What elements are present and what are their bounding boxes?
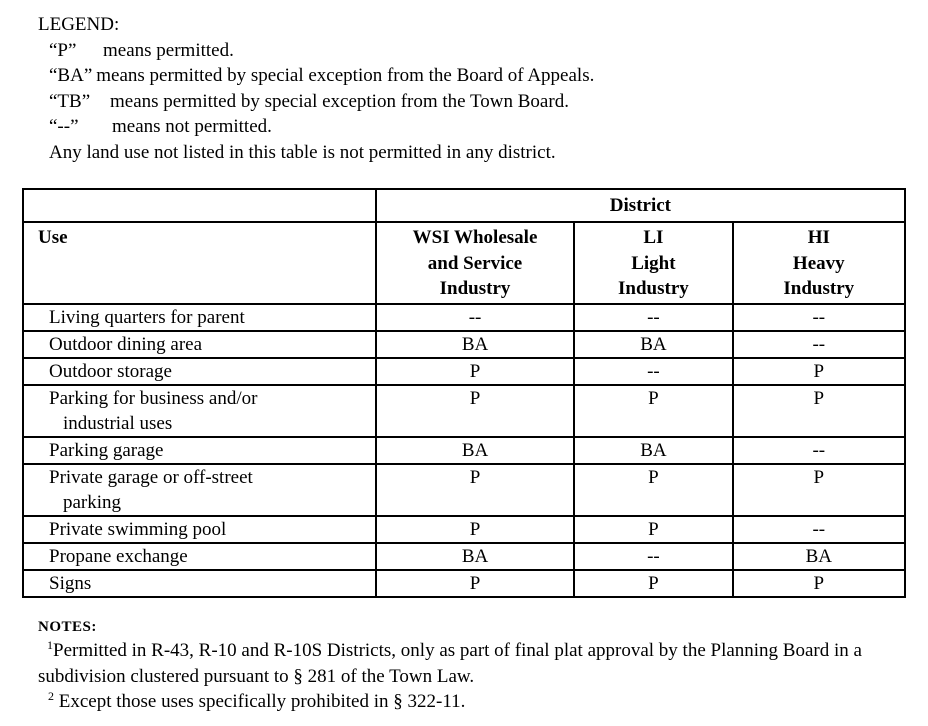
value-cell-hi: -- [733, 516, 905, 543]
table-row [23, 464, 905, 516]
district-line: Industry [439, 278, 511, 299]
use-label-continued: parking [63, 491, 122, 513]
use-label: Propane exchange [49, 545, 188, 567]
district-line: HI [807, 227, 830, 248]
use-label-continued: industrial uses [63, 412, 173, 434]
use-label: Living quarters for parent [49, 306, 245, 328]
use-cell [23, 304, 376, 331]
use-cell [23, 437, 376, 464]
value-cell-hi: -- [733, 304, 905, 331]
use-label: Private garage or off-street [49, 466, 253, 488]
use-label: Parking for business and/or [49, 387, 258, 409]
table-header-row [23, 189, 905, 222]
district-line: and Service [427, 252, 523, 274]
value-cell-li: P [574, 464, 732, 516]
value-cell-wsi: BA [376, 543, 574, 570]
value-cell-hi: P [733, 464, 905, 516]
legend [38, 12, 594, 166]
value-cell-hi: P [733, 385, 905, 437]
notes [38, 616, 898, 715]
notes-title: NOTES: [38, 619, 97, 635]
use-cell [23, 543, 376, 570]
legend-footer: Any land use not listed in this table is not permitted in any district. [49, 141, 556, 163]
district-header-wsi [376, 222, 574, 304]
note-1 [38, 638, 898, 689]
value-cell-li: -- [574, 304, 732, 331]
district-line: LI [643, 227, 664, 248]
use-label: Outdoor dining area [49, 333, 203, 355]
value-cell-li: P [574, 516, 732, 543]
table-row [23, 543, 905, 570]
note-mark: 2 [48, 689, 54, 703]
district-header-hi [733, 222, 905, 304]
legend-text: means not permitted. [112, 116, 272, 138]
value-cell-wsi: P [376, 516, 574, 543]
use-label: Signs [49, 572, 92, 594]
district-header-li [574, 222, 732, 304]
value-cell-li: BA [574, 331, 732, 358]
table-row [23, 570, 905, 597]
district-line: Light [631, 252, 676, 274]
table-row [23, 516, 905, 543]
use-cell [23, 358, 376, 385]
district-line: Heavy [792, 252, 845, 274]
value-cell-hi: -- [733, 437, 905, 464]
legend-item-ba [38, 63, 594, 89]
legend-text: means permitted by special exception from the Board of Appeals. [96, 65, 595, 87]
land-use-table [22, 188, 906, 598]
use-cell [23, 570, 376, 597]
use-cell [23, 331, 376, 358]
district-line: Industry [783, 278, 855, 299]
note-mark: 1 [47, 638, 53, 652]
legend-code: “--” [49, 116, 79, 138]
legend-item-p [38, 38, 594, 64]
legend-text: means permitted by special exception from the Town Board. [110, 90, 569, 112]
value-cell-wsi: P [376, 464, 574, 516]
value-cell-li: BA [574, 437, 732, 464]
value-cell-hi: P [733, 570, 905, 597]
value-cell-hi: -- [733, 331, 905, 358]
legend-code: “BA” [49, 65, 93, 87]
legend-text: means permitted. [103, 39, 234, 61]
table-row [23, 437, 905, 464]
use-cell [23, 385, 376, 437]
table-subheader-row [23, 222, 905, 304]
value-cell-wsi: P [376, 570, 574, 597]
value-cell-wsi: BA [376, 437, 574, 464]
legend-title: LEGEND: [38, 14, 120, 35]
value-cell-wsi: -- [376, 304, 574, 331]
value-cell-wsi: BA [376, 331, 574, 358]
legend-item-not [38, 114, 594, 140]
value-cell-hi: P [733, 358, 905, 385]
note-text: Except those uses specifically prohibited in § 322-11. [58, 691, 466, 712]
legend-code: “TB” [49, 90, 91, 112]
table-row [23, 331, 905, 358]
value-cell-wsi: P [376, 358, 574, 385]
use-header: Use [23, 222, 376, 304]
value-cell-li: -- [574, 543, 732, 570]
table-row [23, 385, 905, 437]
value-cell-li: P [574, 570, 732, 597]
district-line: Industry [618, 278, 689, 299]
legend-item-tb [38, 89, 594, 115]
table-row [23, 304, 905, 331]
district-line: WSI Wholesale [412, 227, 538, 248]
note-2 [38, 689, 898, 715]
table-header-blank [23, 189, 376, 222]
table-row [23, 358, 905, 385]
value-cell-hi: BA [733, 543, 905, 570]
legend-code: “P” [49, 39, 77, 61]
table-body [23, 304, 905, 597]
note-text: Permitted in R-43, R-10 and R-10S Districts, only as part of final plat approval by the Planning Board in a subdivision clustered pursuant to § 281 of the Town Law. [38, 640, 862, 687]
district-header: District [376, 189, 905, 222]
use-label: Outdoor storage [49, 360, 172, 382]
value-cell-wsi: P [376, 385, 574, 437]
use-label: Private swimming pool [49, 518, 227, 540]
use-cell [23, 516, 376, 543]
use-cell [23, 464, 376, 516]
value-cell-li: -- [574, 358, 732, 385]
value-cell-li: P [574, 385, 732, 437]
use-label: Parking garage [49, 439, 164, 461]
